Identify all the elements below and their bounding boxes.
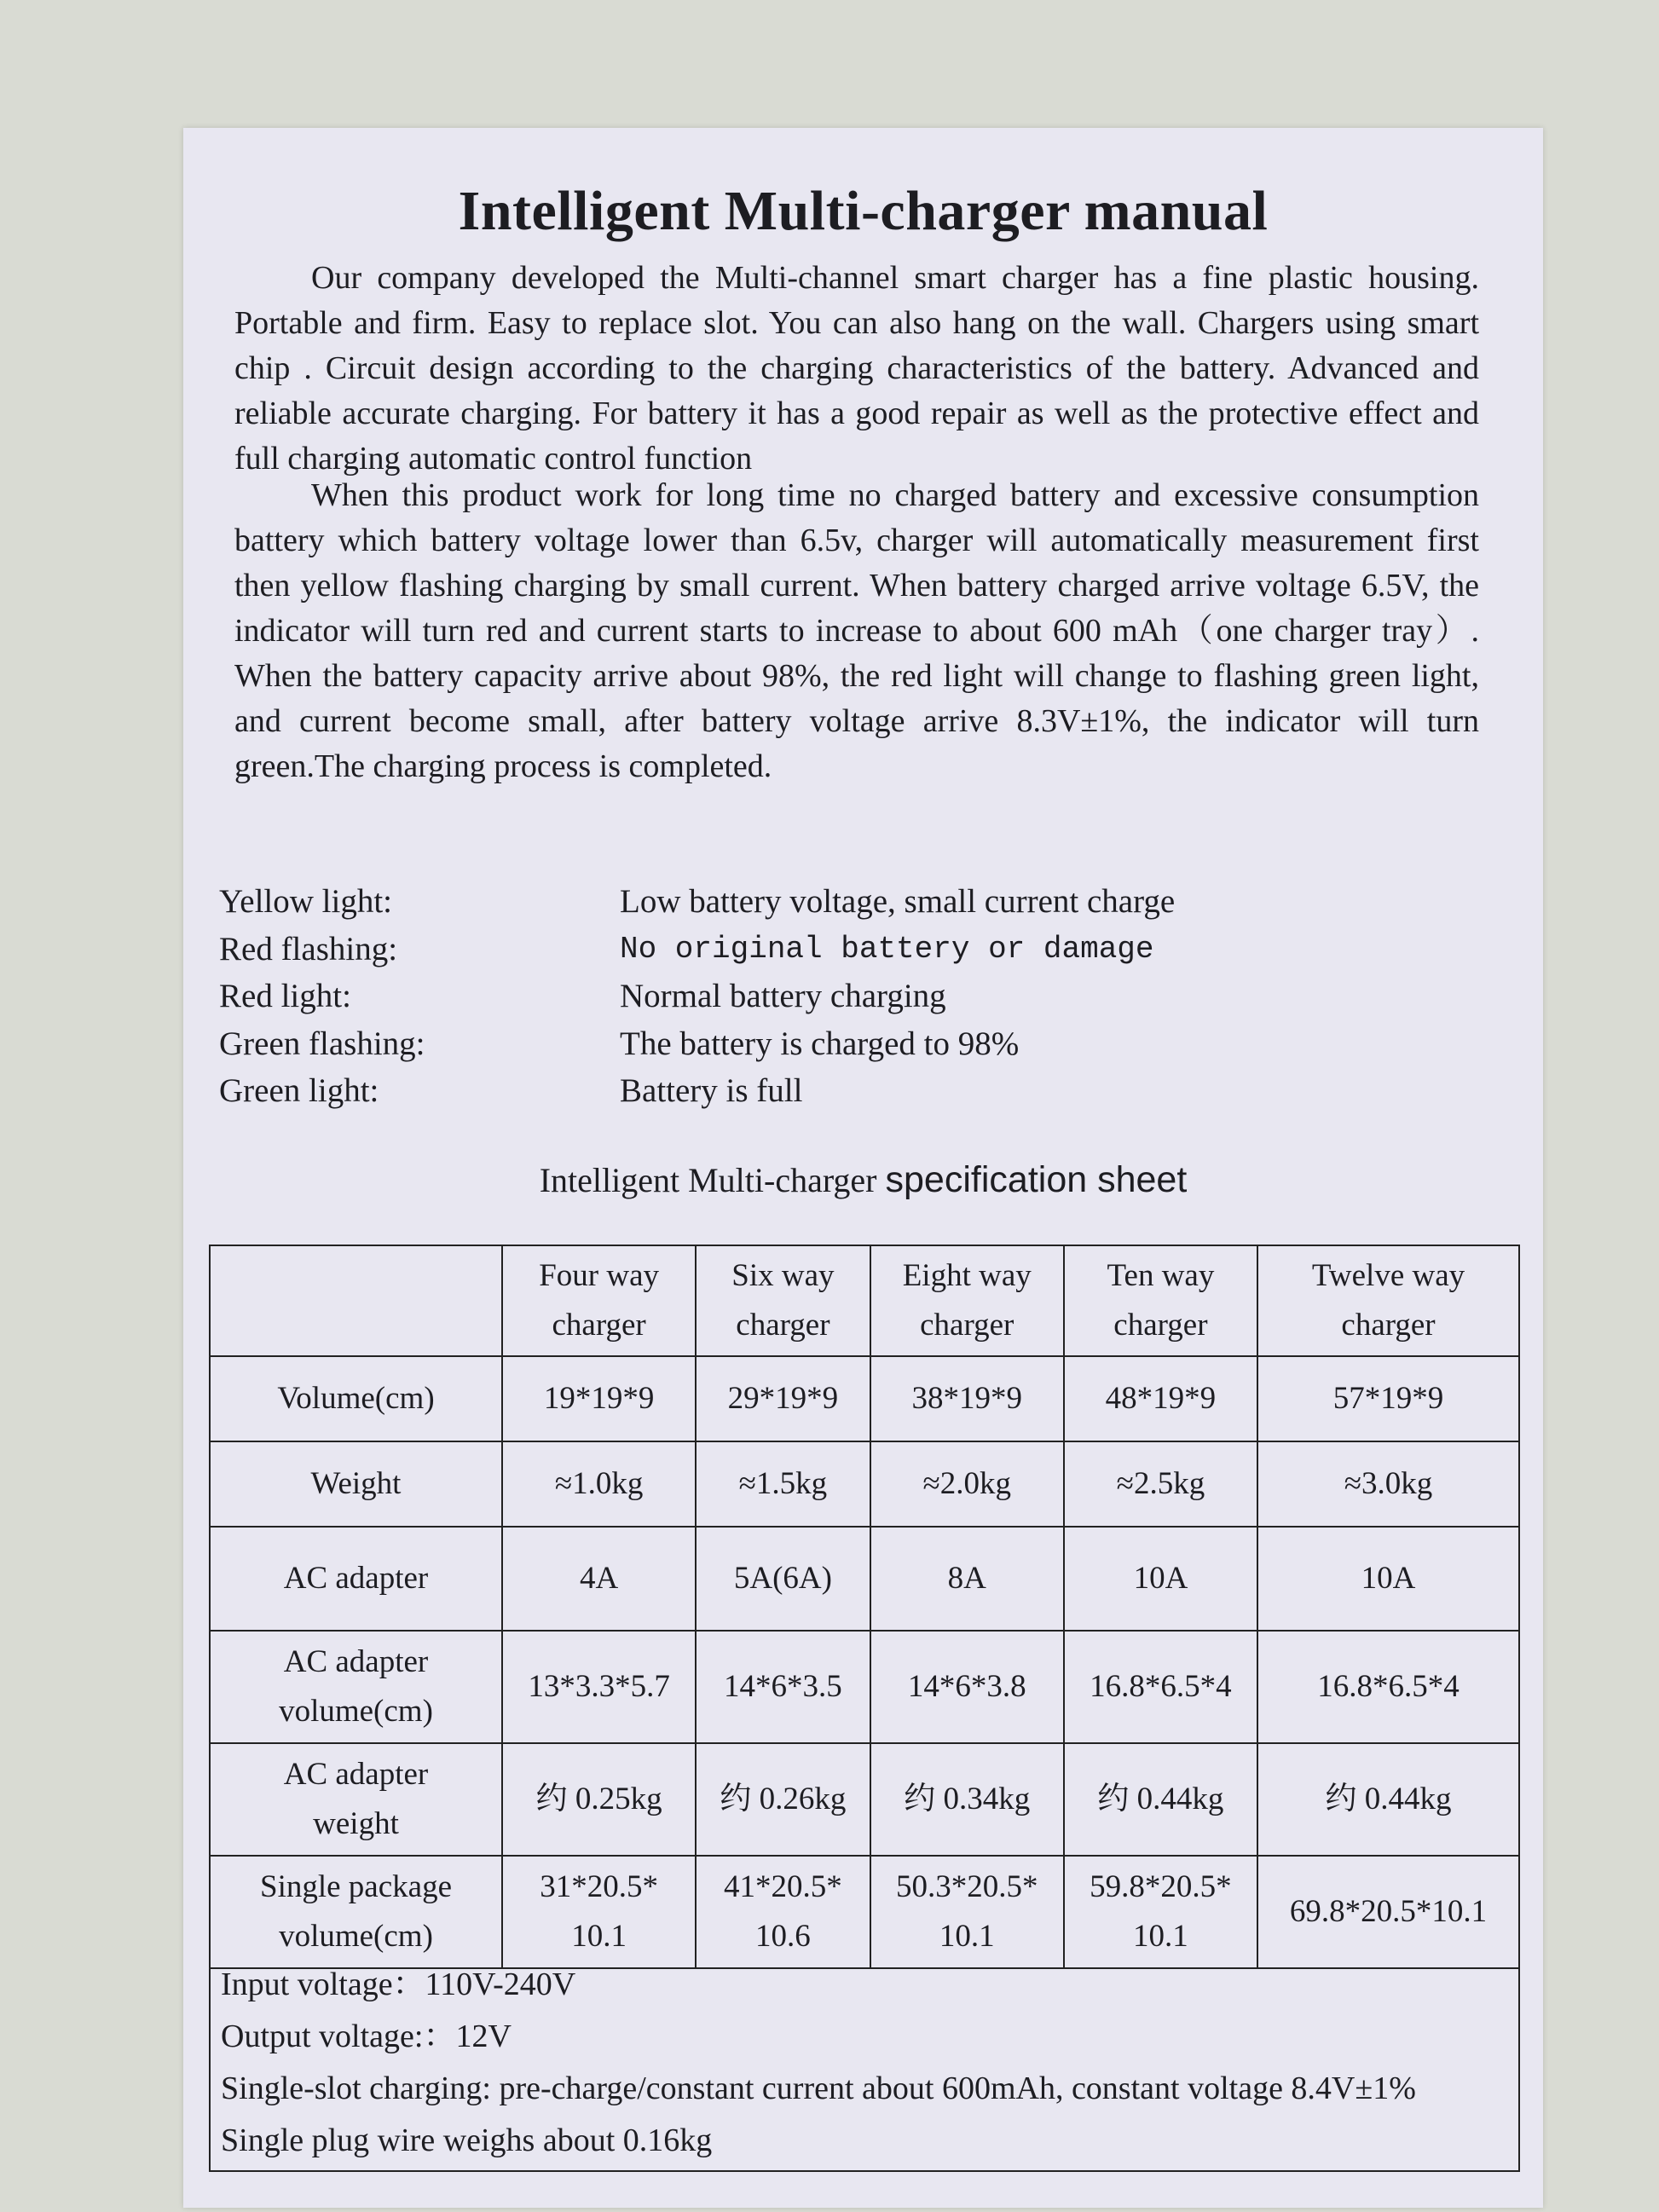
spec-table <box>209 1245 1520 1969</box>
manual-sheet <box>183 128 1543 2208</box>
header-line: charger <box>1113 1308 1208 1343</box>
header-twelve-way <box>1257 1245 1519 1356</box>
table-cell: 38*19*9 <box>870 1356 1064 1441</box>
row-label-line: volume(cm) <box>279 1694 433 1729</box>
legend-row-green-flashing <box>219 1020 1413 1068</box>
table-cell: ≈1.0kg <box>502 1441 696 1527</box>
charging-process-paragraph <box>234 473 1479 789</box>
table-cell: 8A <box>870 1527 1064 1631</box>
header-line: charger <box>736 1308 830 1343</box>
table-cell: 约 0.25kg <box>502 1743 696 1856</box>
legend-name: Red light: <box>219 978 351 1014</box>
table-cell: ≈2.5kg <box>1064 1441 1257 1527</box>
spec-notes <box>209 1950 1520 2172</box>
legend-desc: Low battery voltage, small current charge <box>620 883 1176 920</box>
table-cell: ≈1.5kg <box>696 1441 870 1527</box>
header-line: charger <box>552 1308 646 1343</box>
legend-name: Yellow light: <box>219 883 392 920</box>
spec-title-part1: Intelligent Multi-charger <box>539 1161 877 1199</box>
table-cell: 59.8*20.5* 10.1 <box>1064 1856 1257 1968</box>
table-cell: 14*6*3.5 <box>696 1631 870 1743</box>
header-six-way <box>696 1245 870 1356</box>
manual-title: Intelligent Multi-charger manual <box>458 180 1269 242</box>
row-label-line: weight <box>313 1806 399 1841</box>
row-label-line: AC adapter <box>283 1644 429 1679</box>
header-line: Four way <box>539 1258 659 1293</box>
row-label: AC adapter <box>210 1527 502 1631</box>
header-line: Six way <box>731 1258 835 1293</box>
legend-row-red-light <box>219 973 1413 1020</box>
table-row-ac-adapter-weight <box>210 1743 1519 1856</box>
header-line: Eight way <box>902 1258 1032 1293</box>
table-row-weight <box>210 1441 1519 1527</box>
spec-sheet-title <box>183 1159 1543 1201</box>
note-output-voltage: Output voltage:：12V <box>221 2019 512 2054</box>
table-cell: 41*20.5* 10.6 <box>696 1856 870 1968</box>
table-cell: 31*20.5* 10.1 <box>502 1856 696 1968</box>
legend-name: Green flashing: <box>219 1025 425 1062</box>
table-cell: ≈3.0kg <box>1257 1441 1519 1527</box>
row-label-line: volume(cm) <box>279 1919 433 1954</box>
table-row-volume <box>210 1356 1519 1441</box>
row-label <box>210 1743 502 1856</box>
legend-name: Red flashing: <box>219 930 398 967</box>
table-cell: 16.8*6.5*4 <box>1257 1631 1519 1743</box>
table-cell: 4A <box>502 1527 696 1631</box>
table-cell: 约 0.34kg <box>870 1743 1064 1856</box>
table-cell: 48*19*9 <box>1064 1356 1257 1441</box>
table-cell: 10A <box>1257 1527 1519 1631</box>
table-cell: 57*19*9 <box>1257 1356 1519 1441</box>
legend-desc: Normal battery charging <box>620 978 946 1014</box>
table-cell: 14*6*3.8 <box>870 1631 1064 1743</box>
table-cell: ≈2.0kg <box>870 1441 1064 1527</box>
legend-row-green-light <box>219 1067 1413 1115</box>
legend-desc: No original battery or damage <box>620 931 1154 967</box>
header-empty-cell <box>210 1245 502 1356</box>
legend-desc: Battery is full <box>620 1072 803 1109</box>
spec-title-part2: specification sheet <box>885 1159 1188 1200</box>
table-cell: 29*19*9 <box>696 1356 870 1441</box>
intro-paragraph <box>234 256 1479 482</box>
table-cell: 50.3*20.5* 10.1 <box>870 1856 1064 1968</box>
legend-row-yellow-light <box>219 878 1413 926</box>
header-line: Twelve way <box>1311 1258 1465 1293</box>
note-single-slot-charging: Single-slot charging: pre-charge/constant current about 600mAh, constant voltage 8.4V±1% <box>221 2071 1416 2106</box>
table-cell: 10A <box>1064 1527 1257 1631</box>
spec-header-row <box>210 1245 1519 1356</box>
legend-row-red-flashing <box>219 926 1413 973</box>
table-cell: 13*3.3*5.7 <box>502 1631 696 1743</box>
legend-name: Green light: <box>219 1072 379 1109</box>
table-cell: 约 0.44kg <box>1064 1743 1257 1856</box>
table-row-ac-adapter-volume <box>210 1631 1519 1743</box>
table-cell: 约 0.26kg <box>696 1743 870 1856</box>
note-input-voltage: Input voltage：110V-240V <box>221 1967 576 2002</box>
header-eight-way <box>870 1245 1064 1356</box>
row-label <box>210 1631 502 1743</box>
header-line: Ten way <box>1107 1258 1215 1293</box>
row-label: Volume(cm) <box>210 1356 502 1441</box>
header-four-way <box>502 1245 696 1356</box>
indicator-legend <box>219 878 1413 1115</box>
table-cell: 19*19*9 <box>502 1356 696 1441</box>
charging-process-paragraph-text: When this product work for long time no charged battery and excessive consumption battery which battery voltage lower than 6.5v, charger will automatically measurement first then yellow flashing charging by small current. When battery charged arrive voltage 6.5V, the indicator will turn red and current starts to increase to about 600 mAh（one charger tray）. When the battery capacity arrive about 98%, the red light will change to flashing green light, and current become small, after battery voltage arrive 8.3V±1%, the indicator will turn green.The charging process is completed. <box>234 477 1479 784</box>
header-line: charger <box>1341 1308 1436 1343</box>
legend-desc: The battery is charged to 98% <box>620 1025 1020 1062</box>
header-ten-way <box>1064 1245 1257 1356</box>
table-cell: 约 0.44kg <box>1257 1743 1519 1856</box>
row-label: Weight <box>210 1441 502 1527</box>
row-label-line: AC adapter <box>283 1757 429 1792</box>
table-cell: 16.8*6.5*4 <box>1064 1631 1257 1743</box>
header-line: charger <box>920 1308 1014 1343</box>
row-label-line: Single package <box>260 1869 452 1904</box>
note-plug-wire-weight: Single plug wire weighs about 0.16kg <box>221 2122 713 2158</box>
table-cell: 5A(6A) <box>696 1527 870 1631</box>
table-cell: 69.8*20.5*10.1 <box>1257 1856 1519 1968</box>
table-row-ac-adapter <box>210 1527 1519 1631</box>
intro-paragraph-text: Our company developed the Multi-channel smart charger has a fine plastic housing. Portable and firm. Easy to replace slot. You can also hang on the wall. Chargers using smart chip . Circuit design according to the charging characteristics of the battery. Advanced and reliable accurate charging. For battery it has a good repair as well as the protective effect and full charging automatic control function <box>234 260 1479 476</box>
